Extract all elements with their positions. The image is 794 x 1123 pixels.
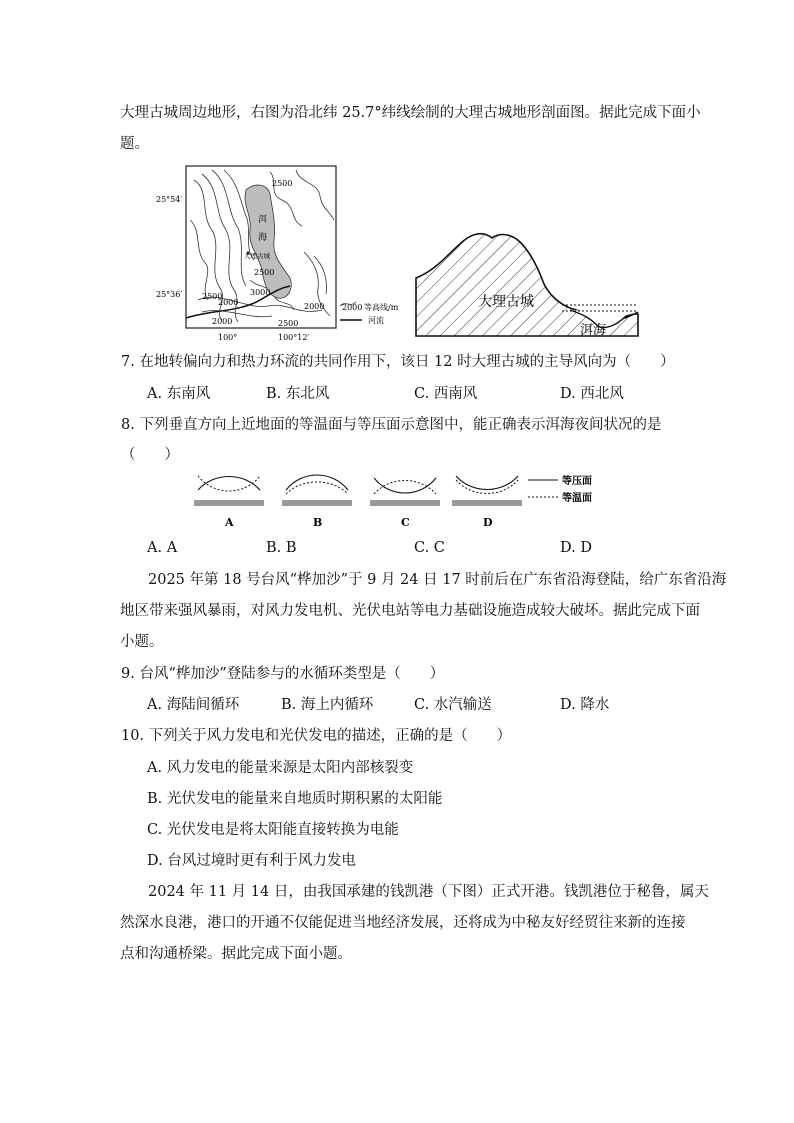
- q10-option-c[interactable]: C. 光伏发电是将太阳能直接转换为电能: [147, 822, 399, 838]
- diagram-b: [282, 475, 352, 529]
- passage2-line-2: 地区带来强风暴雨，对风力发电机、光伏电站等电力基础设施造成较大破坏。据此完成下面: [120, 603, 700, 619]
- q7-stem: 7. 在地转偏向力和热力环流的共同作用下，该日 12 时大理古城的主导风向为（ ）: [121, 354, 675, 370]
- q9-stem: 9. 台风“桦加沙”登陆参与的水循环类型是（ ）: [121, 666, 445, 682]
- q7-option-a[interactable]: A. 东南风: [147, 386, 211, 402]
- lake-char-2: 海: [258, 233, 268, 243]
- map-city-label: 大理古城: [244, 252, 270, 260]
- profile-lake-label: 洱海: [580, 323, 607, 338]
- svg-text:2000: 2000: [218, 298, 239, 307]
- q7-option-d[interactable]: D. 西北风: [560, 386, 624, 402]
- profile-city-label: 大理古城: [478, 294, 534, 310]
- svg-text:B: B: [313, 516, 323, 529]
- passage2-line-3: 小题。: [120, 634, 164, 650]
- q7-option-c[interactable]: C. 西南风: [414, 386, 478, 402]
- q10-option-a[interactable]: A. 风力发电的能量来源是太阳内部核裂变: [147, 760, 414, 776]
- lon-label-left: 100°: [218, 333, 238, 342]
- svg-text:河流: 河流: [368, 316, 384, 325]
- svg-text:2000: 2000: [304, 302, 325, 311]
- intro-line-1: 大理古城周边地形，右图为沿北纬 25.7°纬线绘制的大理古城地形剖面图。据此完成下面小: [120, 105, 701, 121]
- svg-text:2500: 2500: [202, 292, 223, 301]
- terrain-profile: [412, 222, 648, 340]
- lat-label-top: 25°54′: [156, 195, 183, 204]
- passage3-line-1: 2024 年 11 月 14 日，由我国承建的钱凯港（下图）正式开港。钱凯港位于秘鲁，属天: [148, 884, 709, 900]
- diagram-d: [452, 476, 522, 529]
- q8-option-d[interactable]: D. D: [560, 540, 592, 556]
- svg-text:2000: 2000: [212, 317, 233, 326]
- intro-line-2: 题。: [120, 136, 149, 152]
- svg-text:3000: 3000: [250, 288, 271, 297]
- svg-text:2500: 2500: [278, 319, 299, 328]
- passage3-line-2: 然深水良港，港口的开通不仅能促进当地经济发展，还将成为中秘友好经贸往来新的连接: [120, 915, 686, 931]
- q7-option-b[interactable]: B. 东北风: [266, 386, 330, 402]
- q8-option-b[interactable]: B. B: [266, 540, 297, 556]
- q8-stem: 8. 下列垂直方向上近地面的等温面与等压面示意图中，能正确表示洱海夜间状况的是: [121, 417, 662, 433]
- svg-text:2500: 2500: [272, 179, 293, 188]
- svg-text:等温面: 等温面: [562, 493, 592, 504]
- q10-option-b[interactable]: B. 光伏发电的能量来自地质时期积累的太阳能: [147, 791, 443, 807]
- svg-text:2500: 2500: [254, 268, 275, 277]
- q8-option-c[interactable]: C. C: [414, 540, 445, 556]
- topographic-map: [150, 160, 420, 345]
- q9-option-a[interactable]: A. 海陆间循环: [147, 697, 240, 713]
- svg-text:A: A: [225, 516, 234, 529]
- q10-option-d[interactable]: D. 台风过境时更有利于风力发电: [147, 853, 356, 869]
- lake-char-1: 洱: [258, 215, 268, 225]
- svg-text:等高线/m: 等高线/m: [364, 303, 399, 312]
- diagram-c: [370, 478, 440, 529]
- svg-text:D: D: [483, 516, 493, 529]
- lat-label-bottom: 25°36′: [156, 290, 183, 299]
- q9-option-b[interactable]: B. 海上内循环: [281, 697, 374, 713]
- svg-text:2000: 2000: [342, 303, 363, 312]
- svg-text:C: C: [401, 516, 410, 529]
- q9-option-d[interactable]: D. 降水: [560, 697, 610, 713]
- passage3-line-3: 点和沟通桥梁。据此完成下面小题。: [120, 946, 352, 962]
- svg-text:等压面: 等压面: [562, 476, 592, 487]
- isobar-diagrams: [190, 466, 610, 532]
- q8-paren: （ ）: [121, 447, 179, 463]
- diagram-a: [194, 476, 264, 529]
- passage2-line-1: 2025 年第 18 号台风“桦加沙”于 9 月 24 日 17 时前后在广东省沿海登陆，给广东省沿海: [148, 572, 727, 588]
- q8-option-a[interactable]: A. A: [147, 540, 178, 556]
- q10-stem: 10. 下列关于风力发电和光伏发电的描述，正确的是（ ）: [121, 728, 512, 744]
- q9-option-c[interactable]: C. 水汽输送: [414, 697, 492, 713]
- lon-label-right: 100°12′: [278, 333, 310, 342]
